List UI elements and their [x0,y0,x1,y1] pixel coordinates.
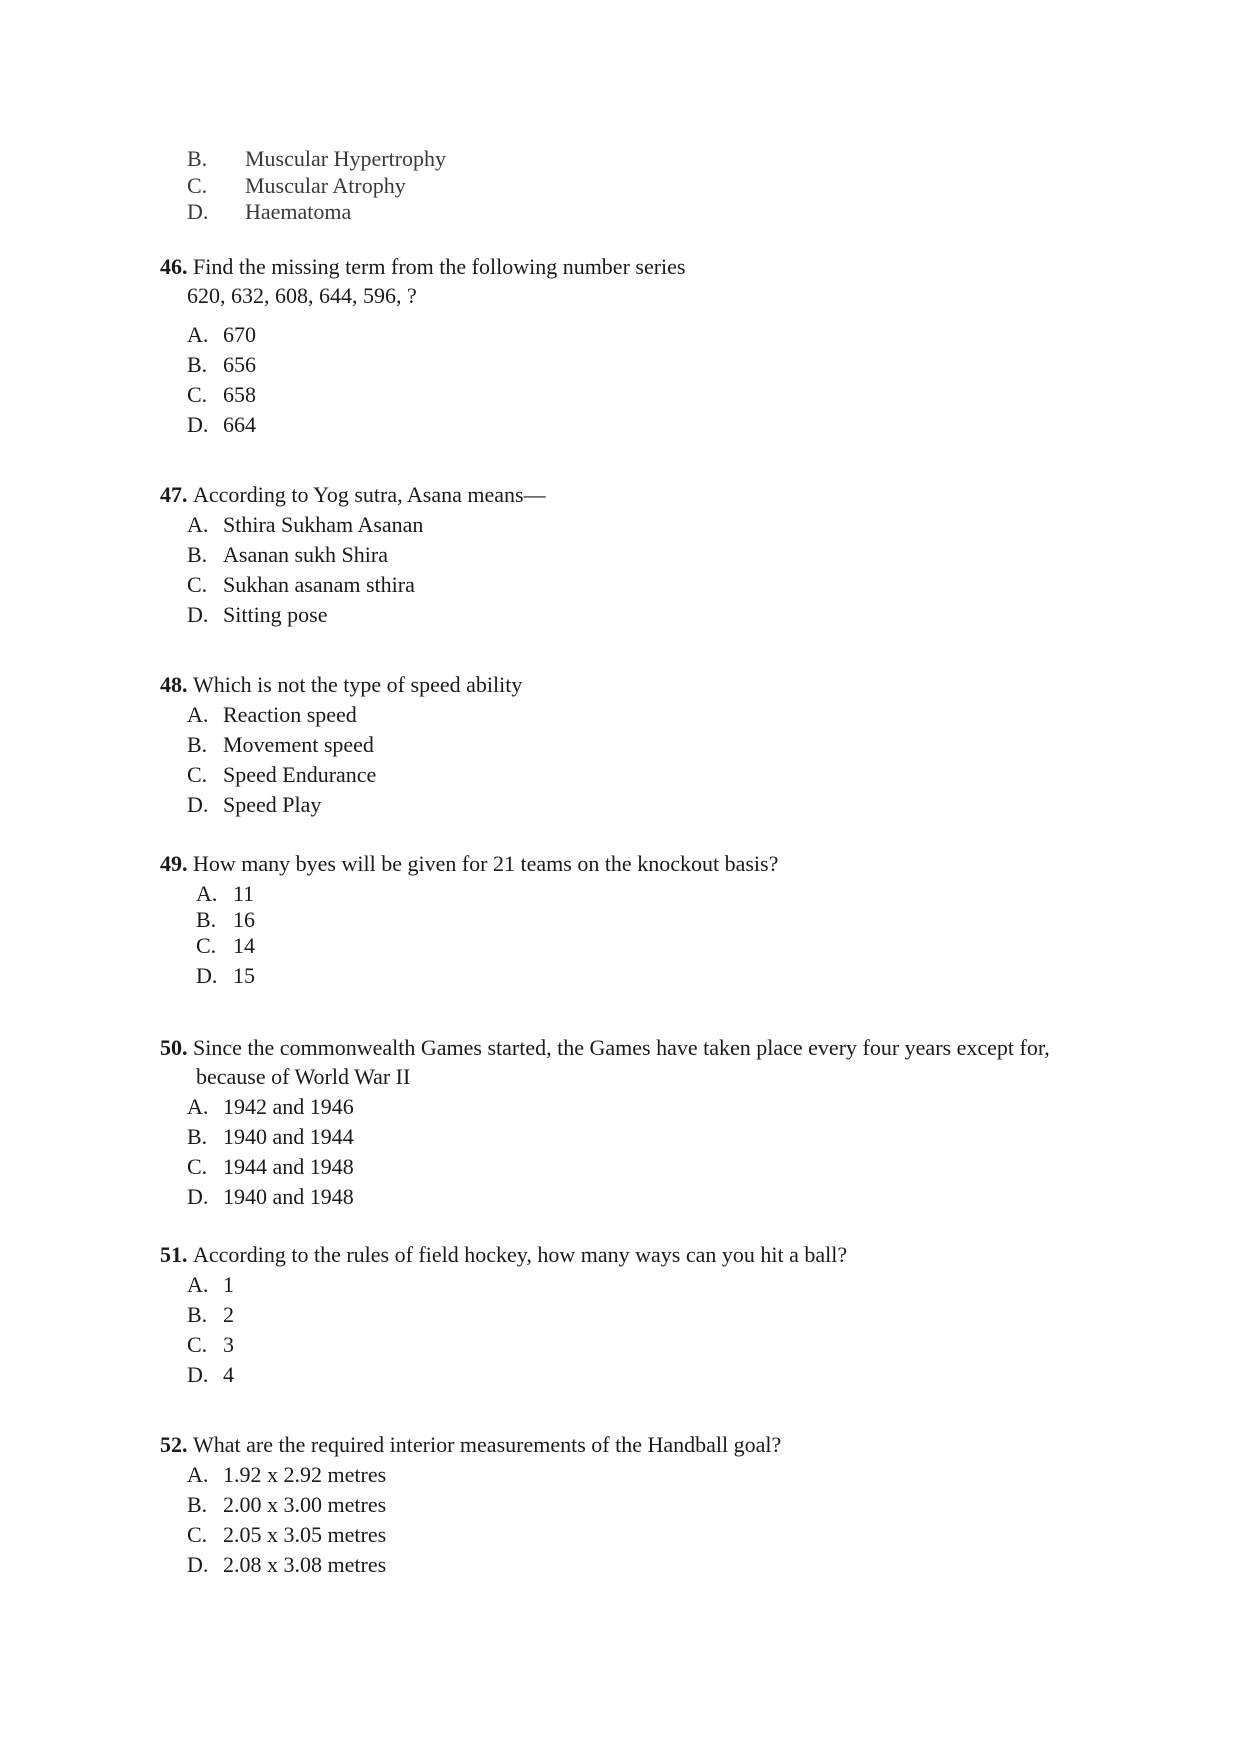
option-text: Haematoma [245,199,352,224]
option-letter: A. [196,881,218,906]
option [187,514,423,536]
option-text: 2 [223,1302,234,1327]
question-text: According to Yog sutra, Asana means— [193,482,546,507]
option-text: Sukhan asanam sthira [223,572,415,597]
option [187,1334,234,1356]
option-letter: A. [187,1094,209,1119]
option [187,734,374,756]
option-text: Muscular Atrophy [245,173,406,198]
option [196,883,254,905]
option [187,1186,354,1208]
option [187,1274,234,1296]
option-letter: A. [187,1462,209,1487]
option-letter: C. [187,1332,208,1357]
option [187,574,415,596]
option-text: 664 [223,412,256,437]
option-letter: B. [187,352,208,377]
option [187,1156,354,1178]
question-stem [160,674,522,696]
option-letter: D. [196,963,218,988]
option [187,704,357,726]
option-text: Speed Endurance [223,762,377,787]
option [187,175,406,197]
option-text: 1.92 x 2.92 metres [223,1462,387,1487]
option-letter: B. [187,146,208,171]
option-text: Asanan sukh Shira [223,542,388,567]
option-text: 14 [233,933,255,958]
option-text: 3 [223,1332,234,1357]
option [187,1364,234,1386]
option [187,604,328,626]
option [187,384,256,406]
option [187,324,256,346]
option-text: 2.05 x 3.05 metres [223,1522,387,1547]
question-stem [160,256,686,278]
question-text: Which is not the type of speed ability [193,672,523,697]
option [187,1126,354,1148]
option-letter: D. [187,1184,209,1209]
option [187,1524,386,1546]
option-letter: A. [187,322,209,347]
option-text: 2.08 x 3.08 metres [223,1552,387,1577]
question-stem [160,484,546,506]
option-letter: D. [187,792,209,817]
option-letter: B. [187,542,208,567]
question-text: What are the required interior measurements of the Handball goal? [193,1432,782,1457]
question-text-continued: because of World War II [196,1064,411,1089]
option-letter: A. [187,1272,209,1297]
option-text: Speed Play [223,792,322,817]
question-text: How many byes will be given for 21 teams on the knockout basis? [193,851,779,876]
option [196,909,255,931]
option-letter: D. [187,602,209,627]
option [187,201,351,223]
option-letter: D. [187,1552,209,1577]
question-number: 49. [160,851,188,876]
option-letter: C. [187,1522,208,1547]
option-text: Sitting pose [223,602,328,627]
option-text: Reaction speed [223,702,357,727]
option-text: 1 [223,1272,234,1297]
option-letter: B. [187,1302,208,1327]
question-stem [160,853,778,875]
option [196,935,255,957]
option-letter: C. [187,173,208,198]
option-letter: D. [187,199,209,224]
option [187,414,256,436]
option-text: 4 [223,1362,234,1387]
option-letter: B. [196,907,217,932]
option-text: 1940 and 1948 [223,1184,354,1209]
option [187,354,256,376]
option [187,794,321,816]
option-text: 658 [223,382,256,407]
question-stem [160,1244,847,1266]
option-text: 1944 and 1948 [223,1154,354,1179]
option [187,1096,354,1118]
option-letter: A. [187,512,209,537]
option-letter: C. [187,572,208,597]
option-text: 16 [233,907,255,932]
option-text: 11 [233,881,255,906]
question-number: 51. [160,1242,188,1267]
option-text: 1942 and 1946 [223,1094,354,1119]
question-number: 52. [160,1432,188,1457]
option-text: 2.00 x 3.00 metres [223,1492,387,1517]
option [196,965,255,987]
option-text: 1940 and 1944 [223,1124,354,1149]
option [187,764,376,786]
question-text: Find the missing term from the following number series [193,254,686,279]
question-text: Since the commonwealth Games started, the Games have taken place every four years except for, [193,1035,1050,1060]
question-number: 46. [160,254,188,279]
option-text: 656 [223,352,256,377]
question-number: 48. [160,672,188,697]
option-letter: D. [187,412,209,437]
option [187,544,388,566]
option [187,148,446,170]
option-letter: B. [187,1124,208,1149]
option-text: Movement speed [223,732,374,757]
question-stem [160,1037,1050,1059]
option-letter: C. [187,762,208,787]
option-letter: C. [187,1154,208,1179]
option-text: Muscular Hypertrophy [245,146,447,171]
option [187,1554,386,1576]
question-number: 47. [160,482,188,507]
question-number: 50. [160,1035,188,1060]
option-letter: B. [187,732,208,757]
option [187,1304,234,1326]
option-text: 670 [223,322,256,347]
option-letter: C. [187,382,208,407]
option [187,1464,386,1486]
question-text-continued: 620, 632, 608, 644, 596, ? [187,283,417,308]
question-text: According to the rules of field hockey, how many ways can you hit a ball? [193,1242,848,1267]
option-text: Sthira Sukham Asanan [223,512,424,537]
option-letter: B. [187,1492,208,1517]
option-letter: C. [196,933,217,958]
option [187,1494,386,1516]
option-letter: D. [187,1362,209,1387]
option-text: 15 [233,963,255,988]
option-letter: A. [187,702,209,727]
question-stem [160,1434,781,1456]
